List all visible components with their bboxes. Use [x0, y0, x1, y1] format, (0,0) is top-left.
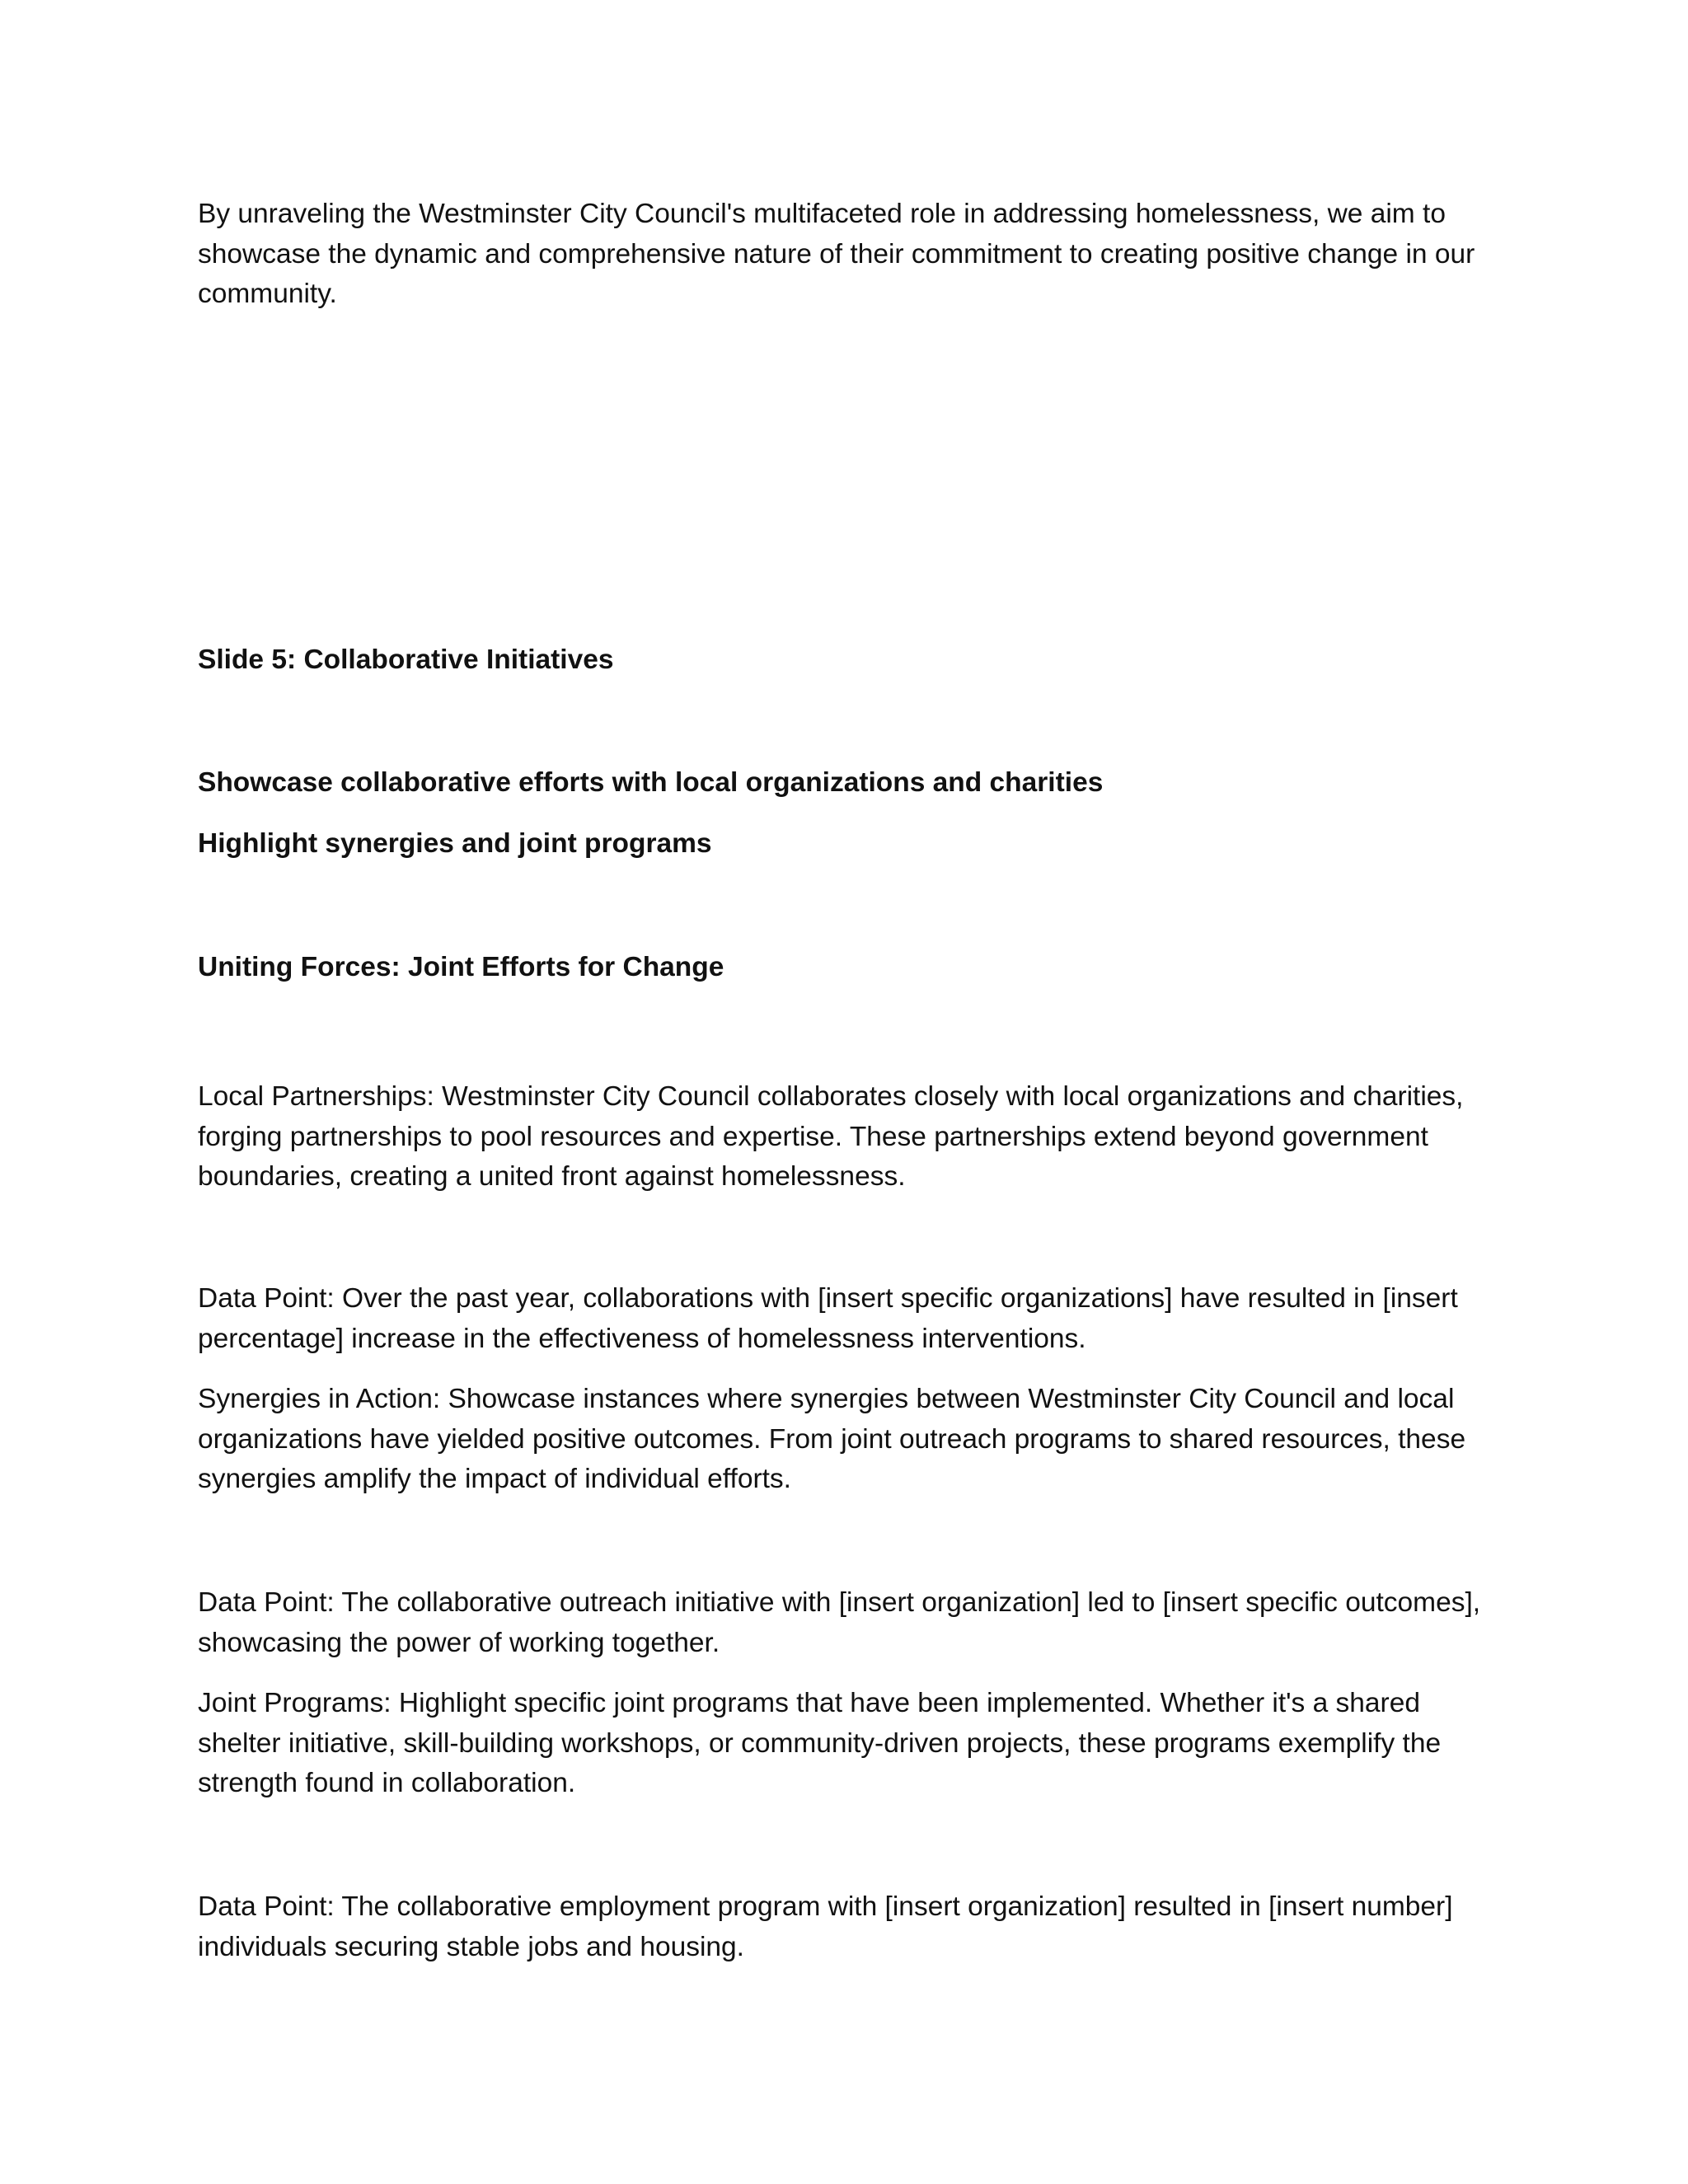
bullet-collaborative-efforts: Showcase collaborative efforts with local organizations and charities — [198, 767, 1104, 798]
slide-heading: Slide 5: Collaborative Initiatives — [198, 644, 614, 675]
local-partnerships-paragraph: Local Partnerships: Westminster City Council collaborates closely with local organizations and charities, forging partnerships to pool resources and expertise. These partnerships extend beyond government boundaries, creating a united front against homelessness. — [198, 1081, 1464, 1192]
synergies-paragraph: Synergies in Action: Showcase instances where synergies between Westminster City Council and local organizations have yielded positive outcomes. From joint outreach programs to shared resources, these synergies amplify the impact of individual efforts. — [198, 1384, 1466, 1494]
data-point-1: Data Point: Over the past year, collaborations with [insert specific organizations] have resulted in [insert percentage] increase in the effectiveness of homelessness interventions. — [198, 1283, 1458, 1354]
section-heading: Uniting Forces: Joint Efforts for Change — [198, 952, 724, 982]
intro-paragraph: By unraveling the Westminster City Council's multifaceted role in addressing homelessness, we aim to showcase the dynamic and comprehensive nature of their commitment to creating positive change in our community. — [198, 199, 1475, 309]
data-point-3: Data Point: The collaborative employment program with [insert organization] resulted in [insert number] individuals securing stable jobs and housing. — [198, 1891, 1453, 1962]
data-point-2: Data Point: The collaborative outreach initiative with [insert organization] led to [insert specific outcomes], showcasing the power of working together. — [198, 1587, 1481, 1658]
bullet-synergies: Highlight synergies and joint programs — [198, 828, 712, 859]
joint-programs-paragraph: Joint Programs: Highlight specific joint programs that have been implemented. Whether it's a shared shelter initiative, skill-building workshops, or community-driven projects, these programs exemplify the strength found in collaboration. — [198, 1688, 1442, 1798]
